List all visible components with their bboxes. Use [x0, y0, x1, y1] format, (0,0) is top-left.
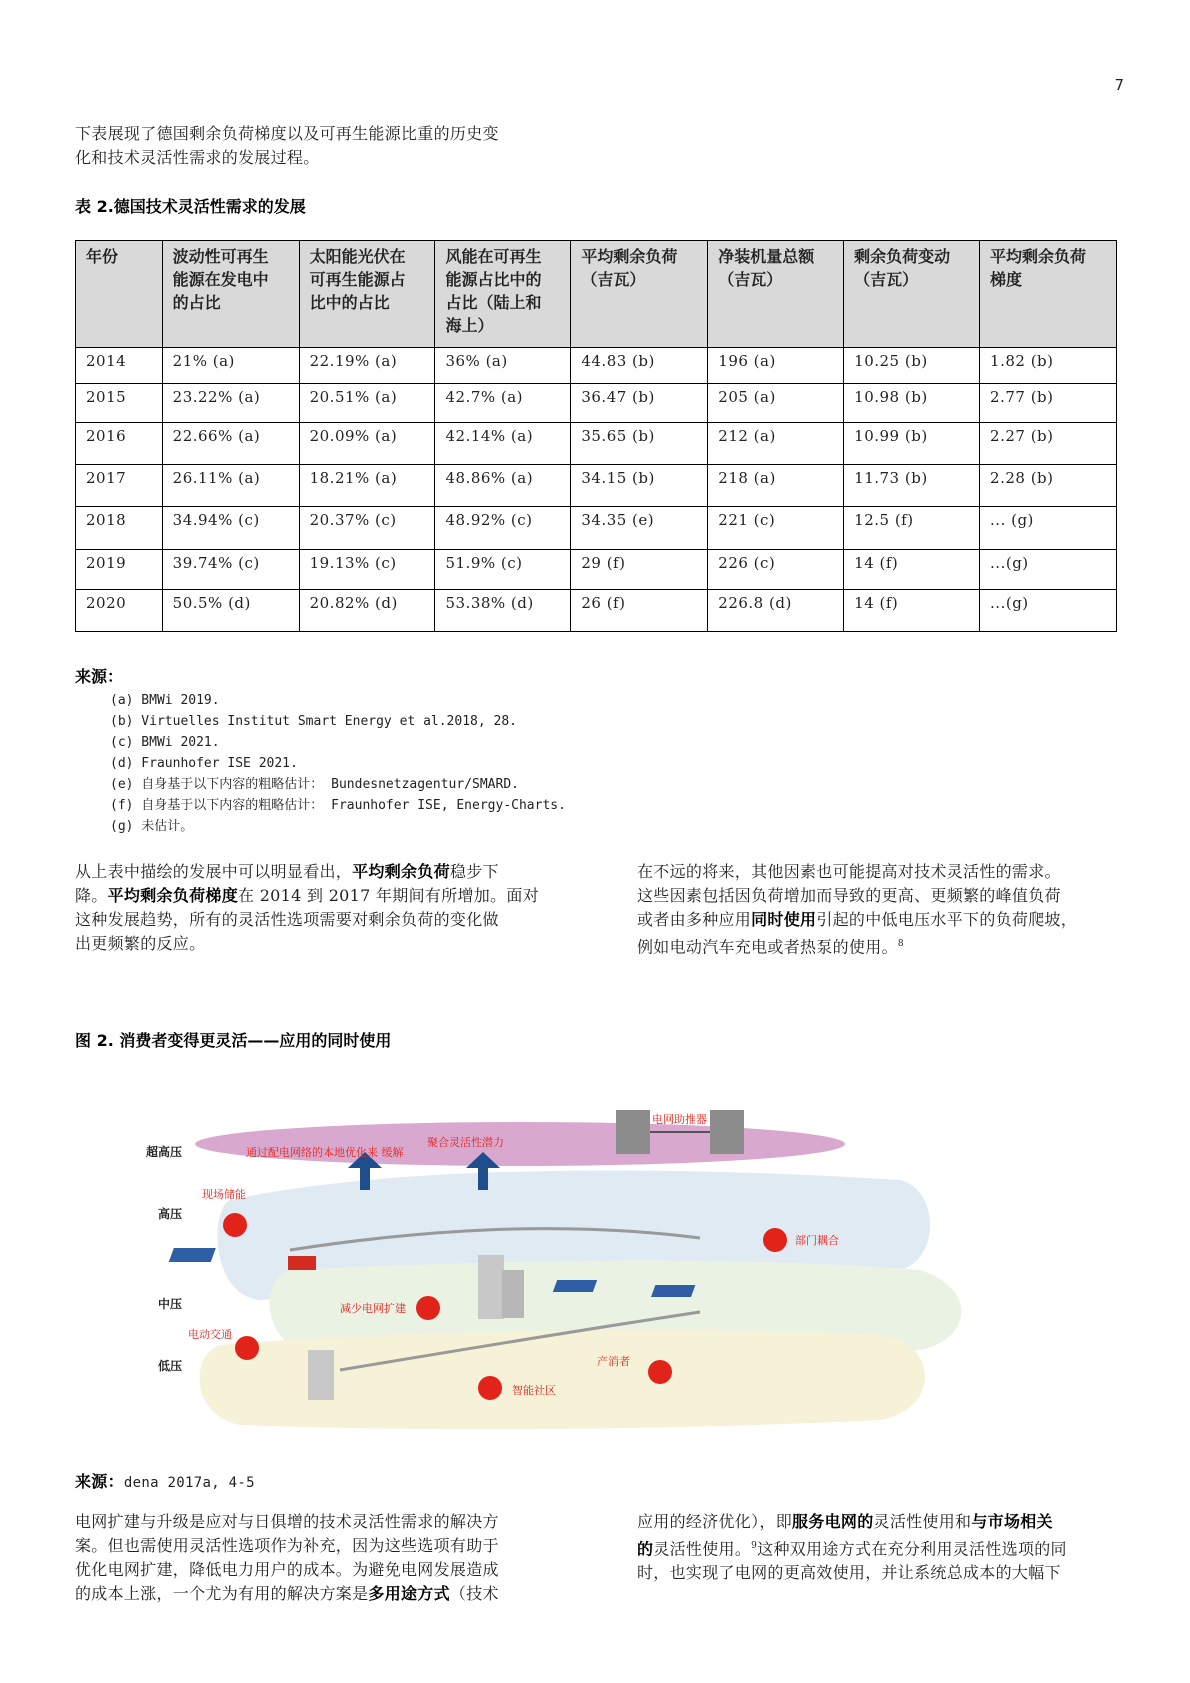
header-line: 太阳能光伏在: [309, 247, 406, 266]
source-item: (d) Fraunhofer ISE 2021.: [110, 756, 298, 771]
header-line: （吉瓦）: [581, 270, 646, 289]
header-line: 比中的占比: [309, 293, 390, 312]
label-e-mobility: 电动交通: [188, 1328, 232, 1341]
table-cell: 2.27 (b): [980, 423, 1117, 465]
table-cell: ...(g): [980, 550, 1117, 590]
table-header-cell: [571, 241, 708, 348]
building-icon: [478, 1255, 504, 1319]
header-line: 平均剩余负荷: [990, 247, 1087, 266]
table-row: [76, 590, 1117, 632]
year-cell: 2019: [76, 550, 163, 590]
right-paragraph: 在不远的将来，其他因素也可能提高对技术灵活性的需求。 这些因素包括因负荷增加而导致的更高、更频繁的峰值负荷 或者由多种应用同时使用引起的中低电压水平下的负荷爬坡， 例如电动汽车充电或者热泵的使用。$^8$: [637, 862, 1078, 957]
table-cell: 1.82 (b): [980, 348, 1117, 384]
table-header-cell: [76, 241, 163, 348]
header-line: 平均剩余负荷: [581, 247, 678, 266]
table-cell: 10.98 (b): [844, 384, 980, 423]
table-cell: 20.37% (c): [299, 507, 435, 550]
grid-booster-box: [710, 1110, 744, 1154]
table-header-cell: [299, 241, 435, 348]
table-cell: 21% (a): [162, 348, 299, 384]
label-local-optimization: 通过配电网络的本地优化来 缓解: [246, 1146, 404, 1159]
label-reduce-expansion: 减少电网扩建: [340, 1302, 406, 1315]
table-cell: 14 (f): [844, 590, 980, 632]
grid-expansion-icon: [416, 1296, 440, 1320]
header-line: 年份: [86, 247, 119, 266]
table-cell: 35.65 (b): [571, 423, 708, 465]
table-header-cell: [980, 241, 1117, 348]
table-cell: 36% (a): [435, 348, 571, 384]
year-cell: 2017: [76, 465, 163, 507]
flexibility-table: [75, 240, 1117, 632]
table-cell: 18.21% (a): [299, 465, 435, 507]
table-cell: 53.38% (d): [435, 590, 571, 632]
table-cell: 34.94% (c): [162, 507, 299, 550]
label-onsite-storage: 现场储能: [202, 1188, 246, 1201]
header-line: 剩余负荷变动: [854, 247, 951, 266]
label-aggregate: 聚合灵活性潜力: [427, 1136, 504, 1149]
table-cell: 12.5 (f): [844, 507, 980, 550]
sources-label: 来源：: [75, 667, 124, 686]
label-sector-coupling: 部门耦合: [795, 1234, 839, 1247]
table-cell: 19.13% (c): [299, 550, 435, 590]
table-cell: 44.83 (b): [571, 348, 708, 384]
source-item: (g) 未估计。: [110, 819, 194, 834]
table-cell: 48.86% (a): [435, 465, 571, 507]
table-cell: 212 (a): [708, 423, 844, 465]
building-icon: [502, 1270, 524, 1318]
header-line: 风能在可再生: [445, 247, 542, 266]
table-cell: 36.47 (b): [571, 384, 708, 423]
table-cell: 10.25 (b): [844, 348, 980, 384]
table-cell: 218 (a): [708, 465, 844, 507]
extra-high-voltage-band: [195, 1122, 845, 1166]
building-icon: [308, 1350, 334, 1400]
header-line: 的占比: [172, 293, 221, 312]
year-cell: 2018: [76, 507, 163, 550]
source-item: (b) Virtuelles Institut Smart Energy et al.2018, 28.: [110, 714, 517, 729]
level-low: 低压: [158, 1359, 183, 1373]
table-cell: 2.77 (b): [980, 384, 1117, 423]
table-cell: 26 (f): [571, 590, 708, 632]
table-row: [76, 465, 1117, 507]
table-header-cell: [844, 241, 980, 348]
table-cell: 226 (c): [708, 550, 844, 590]
intro-paragraph: [75, 122, 499, 170]
year-cell: 2014: [76, 348, 163, 384]
header-line: （吉瓦）: [718, 270, 783, 289]
label-grid-booster: 电网助推器: [652, 1113, 707, 1126]
table-cell: 51.9% (c): [435, 550, 571, 590]
table-cell: 11.73 (b): [844, 465, 980, 507]
header-line: 波动性可再生: [172, 247, 269, 266]
table-cell: 34.35 (e): [571, 507, 708, 550]
table-row: [76, 423, 1117, 465]
grid-diagram: [140, 1080, 990, 1436]
storage-icon: [223, 1213, 247, 1237]
table-cell: 50.5% (d): [162, 590, 299, 632]
table-cell: 10.99 (b): [844, 423, 980, 465]
bottom-right-paragraph: 应用的经济优化），即服务电网的灵活性使用和与市场相关 的灵活性使用。$^9$这种双用途方式在充分利用灵活性选项的同 时，也实现了电网的更高效使用，并让系统总成本的大幅下: [637, 1512, 1067, 1583]
table-row: [76, 384, 1117, 423]
table-cell: 221 (c): [708, 507, 844, 550]
table-header-cell: [708, 241, 844, 348]
table-cell: 20.09% (a): [299, 423, 435, 465]
table-cell: 22.66% (a): [162, 423, 299, 465]
source-item: (c) BMWi 2021.: [110, 735, 220, 750]
table-cell: 196 (a): [708, 348, 844, 384]
table-cell: 20.82% (d): [299, 590, 435, 632]
year-cell: 2015: [76, 384, 163, 423]
source-item: (f) 自身基于以下内容的粗略估计： Fraunhofer ISE, Energy-Charts.: [110, 798, 566, 813]
source-item: (e) 自身基于以下内容的粗略估计： Bundesnetzagentur/SMARD.: [110, 777, 519, 792]
table-cell: ...(g): [980, 590, 1117, 632]
solar-panel-icon: [553, 1280, 597, 1292]
intro-line: 化和技术灵活性需求的发展过程。: [75, 148, 320, 167]
table-header-cell: [162, 241, 299, 348]
left-paragraph: 从上表中描绘的发展中可以明显看出，平均剩余负荷稳步下 降。平均剩余负荷梯度在 2014 到 2017 年期间有所增加。面对 这种发展趋势，所有的灵活性选项需要对剩余负荷的变化做 出更频繁的反应。: [75, 862, 539, 953]
table-header-row: [76, 241, 1117, 348]
level-extra-high: 超高压: [146, 1145, 183, 1159]
table-cell: 26.11% (a): [162, 465, 299, 507]
table-header-cell: [435, 241, 571, 348]
level-high: 高压: [158, 1207, 183, 1221]
table-cell: 226.8 (d): [708, 590, 844, 632]
table-cell: 42.14% (a): [435, 423, 571, 465]
grid-booster-box: [616, 1110, 650, 1154]
figure-caption: 图 2. 消费者变得更灵活——应用的同时使用: [75, 1031, 392, 1050]
prosumer-icon: [648, 1360, 672, 1384]
table-cell: 22.19% (a): [299, 348, 435, 384]
table-cell: 2.28 (b): [980, 465, 1117, 507]
table-caption: 表 2.德国技术灵活性需求的发展: [75, 197, 306, 216]
header-line: 能源在发电中: [172, 270, 269, 289]
header-line: 占比（陆上和: [445, 293, 542, 312]
table-row: [76, 507, 1117, 550]
table-cell: 20.51% (a): [299, 384, 435, 423]
year-cell: 2020: [76, 590, 163, 632]
header-line: 梯度: [990, 270, 1023, 289]
table-cell: 23.22% (a): [162, 384, 299, 423]
source-item: (a) BMWi 2019.: [110, 693, 220, 708]
page-number: 7: [1114, 76, 1124, 94]
label-smart-community: 智能社区: [512, 1384, 556, 1397]
header-line: 可再生能源占: [309, 270, 406, 289]
table-cell: 48.92% (c): [435, 507, 571, 550]
sources-list: [110, 690, 566, 837]
table-cell: 29 (f): [571, 550, 708, 590]
table-cell: 34.15 (b): [571, 465, 708, 507]
smart-community-icon: [478, 1376, 502, 1400]
header-line: 能源占比中的: [445, 270, 542, 289]
table-cell: 42.7% (a): [435, 384, 571, 423]
table-cell: 39.74% (c): [162, 550, 299, 590]
figure-source: 来源：dena 2017a, 4-5: [75, 1472, 255, 1491]
table-row: [76, 348, 1117, 384]
e-mobility-icon: [235, 1336, 259, 1360]
solar-panel-icon: [651, 1285, 695, 1297]
battery-icon: [288, 1256, 316, 1270]
table-row: [76, 550, 1117, 590]
table-cell: ... (g): [980, 507, 1117, 550]
table-cell: 205 (a): [708, 384, 844, 423]
header-line: 海上）: [445, 316, 494, 335]
level-medium: 中压: [158, 1297, 183, 1311]
header-line: 净装机量总额: [718, 247, 815, 266]
label-prosumer: 产消者: [597, 1355, 630, 1368]
sector-coupling-icon: [763, 1228, 787, 1252]
solar-panel-icon: [169, 1248, 216, 1262]
header-line: （吉瓦）: [854, 270, 919, 289]
bottom-left-paragraph: 电网扩建与升级是应对与日俱增的技术灵活性需求的解决方 案。但也需使用灵活性选项作为补充，因为这些选项有助于 优化电网扩建，降低电力用户的成本。为避免电网发展造成 的成本上涨，一个尤为有用的解决方案是多用途方式（技术: [75, 1512, 499, 1603]
year-cell: 2016: [76, 423, 163, 465]
table-cell: 14 (f): [844, 550, 980, 590]
intro-line: 下表展现了德国剩余负荷梯度以及可再生能源比重的历史变: [75, 124, 499, 143]
